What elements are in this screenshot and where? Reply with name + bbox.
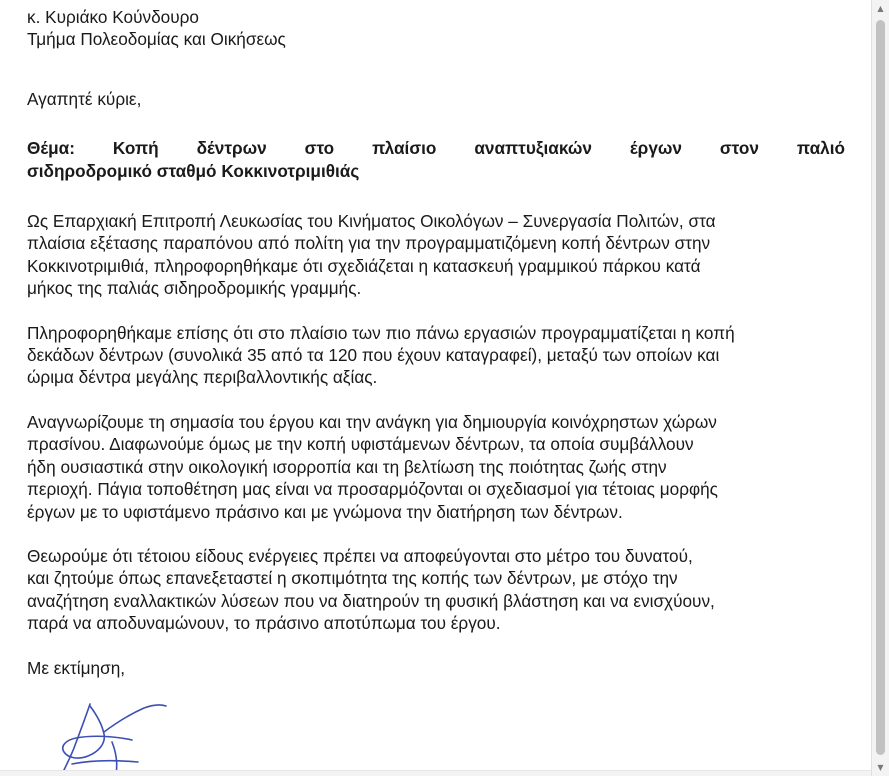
- subject-text-line-1: Θέμα: Κοπή δέντρων στο πλαίσιο αναπτυξιακών έργων στον παλιό: [27, 138, 845, 159]
- paragraph-line: περιοχή. Πάγια τοποθέτηση μας είναι να προσαρμόζονται οι σχεδιασμοί για τέτοιας μορφής: [27, 479, 718, 500]
- up-arrow-icon[interactable]: ▲: [877, 4, 884, 13]
- page-bottom-edge: [0, 770, 871, 776]
- paragraph-line: Κοκκινοτριμιθιά, πληροφορηθήκαμε ότι σχεδιάζεται η κατασκευή γραμμικού πάρκου κατά: [27, 255, 701, 276]
- paragraph-line: παρά να αποδυναμώνουν, το πράσινο αποτύπωμα του έργου.: [27, 613, 501, 634]
- down-arrow-icon[interactable]: ▼: [877, 763, 884, 772]
- salutation: [27, 88, 845, 110]
- subject-text-line-2: σιδηροδρομικό σταθμό Κοκκινοτριμιθιάς: [27, 160, 360, 181]
- recipient-name: κ. Κυριάκο Κούνδουρο: [27, 7, 199, 27]
- paragraph-2: [27, 322, 845, 389]
- recipient-block: [27, 6, 845, 51]
- letter-body: [27, 6, 845, 679]
- salutation-text: Αγαπητέ κύριε,: [27, 88, 142, 109]
- paragraph-1: [27, 210, 845, 300]
- subject-line: [27, 137, 845, 182]
- paragraph-line: ώριμα δέντρα μεγάλης περιβαλλοντικής αξίας.: [27, 367, 378, 388]
- closing-text: Με εκτίμηση,: [27, 657, 126, 678]
- recipient-department: Τμήμα Πολεοδομίας και Οικήσεως: [27, 29, 286, 50]
- paragraph-line: πλαίσια εξέτασης παραπόνου από πολίτη για την προγραμματιζόμενη κοπή δέντρων στην: [27, 233, 711, 254]
- paragraph-4: [27, 545, 845, 635]
- paragraph-line: Ως Επαρχιακή Επιτροπή Λευκωσίας του Κινήματος Οικολόγων – Συνεργασία Πολιτών, στα: [27, 211, 716, 232]
- paragraph-line: ήδη ουσιαστικά στην οικολογική ισορροπία και τη βελτίωση της ποιότητας ζωής στην: [27, 456, 667, 477]
- paragraph-line: αναζήτηση εναλλακτικών λύσεων που να διατηρούν τη φυσική βλάστηση και να ενισχύουν,: [27, 590, 715, 611]
- paragraph-line: Αναγνωρίζουμε τη σημασία του έργου και την ανάγκη για δημιουργία κοινόχρηστων χώρων: [27, 411, 717, 432]
- paragraph-line: έργων με το υφιστάμενο πράσινο και με γνώμονα την διατήρηση των δέντρων.: [27, 501, 623, 522]
- scrollbar-thumb[interactable]: [876, 20, 885, 755]
- paragraph-line: μήκος της παλιάς σιδηροδρομικής γραμμής.: [27, 278, 362, 299]
- handwritten-signature: [52, 702, 182, 776]
- closing: [27, 657, 845, 679]
- paragraph-line: δεκάδων δέντρων (συνολικά 35 από τα 120 που έχουν καταγραφεί), μεταξύ των οποίων και: [27, 345, 720, 366]
- paragraph-line: Θεωρούμε ότι τέτοιου είδους ενέργειες πρέπει να αποφεύγονται στο μέτρο του δυνατού,: [27, 545, 693, 566]
- paragraph-line: Πληροφορηθήκαμε επίσης ότι στο πλαίσιο των πιο πάνω εργασιών προγραμματίζεται η κοπή: [27, 322, 735, 343]
- paragraph-line: πρασίνου. Διαφωνούμε όμως με την κοπή υφιστάμενων δέντρων, τα οποία συμβάλλουν: [27, 434, 694, 455]
- vertical-scrollbar[interactable]: [871, 0, 889, 776]
- paragraph-line: και ζητούμε όπως επανεξεταστεί η σκοπιμότητα της κοπής των δέντρων, με στόχο την: [27, 568, 678, 589]
- paragraph-3: [27, 411, 845, 523]
